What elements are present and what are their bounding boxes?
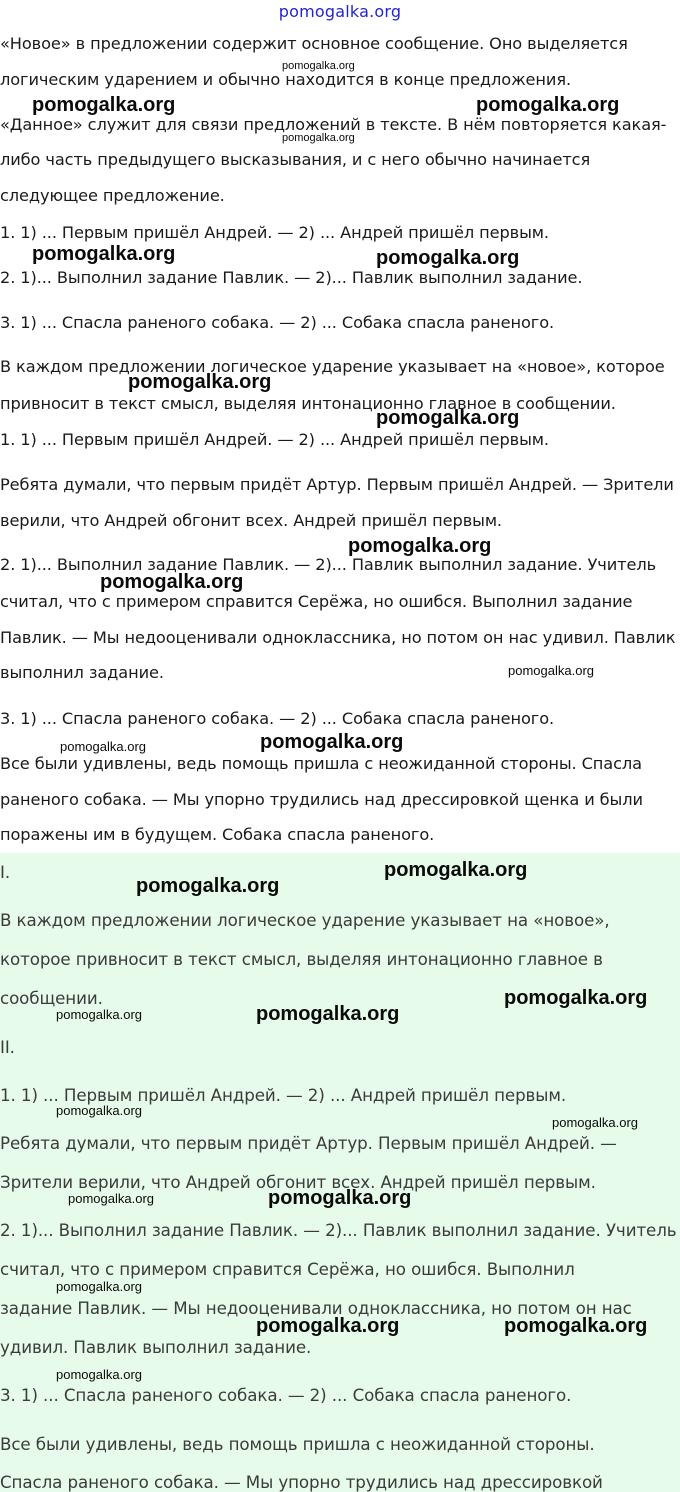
theory-line: следующее предложение. <box>0 186 225 205</box>
site-link[interactable]: pomogalka.org <box>278 2 402 21</box>
watermark: pomogalka.org <box>256 1315 400 1337</box>
example-line: Все были удивлены, ведь помощь пришла с неожиданной стороны. Спасла <box>0 754 642 773</box>
watermark: pomogalka.org <box>56 1367 142 1382</box>
task-line: 2. 1)... Выполнил задание Павлик. — 2)... Павлик выполнил задание. <box>0 268 583 287</box>
answer-line: удивил. Павлик выполнил задание. <box>0 1337 312 1357</box>
watermark: pomogalka.org <box>552 1115 638 1130</box>
example-line: Павлик. — Мы недооценивали одноклассника, но потом он нас удивил. Павлик <box>0 628 676 647</box>
example-line: 3. 1) ... Спасла раненого собака. — 2) ... Собака спасла раненого. <box>0 709 555 728</box>
explanation-line: привносит в текст смысл, выделяя интонационно главное в сообщении. <box>0 394 616 413</box>
watermark: pomogalka.org <box>136 875 280 897</box>
answer-line: В каждом предложении логическое ударение указывает на «новое», <box>0 910 610 930</box>
answer-line: которое привносит в текст смысл, выделяя интонационно главное в <box>0 949 603 969</box>
answer-line: задание Павлик. — Мы недооценивали одноклассника, но потом он нас <box>0 1298 632 1318</box>
example-line: выполнил задание. <box>0 663 164 682</box>
answer-line: 1. 1) ... Первым пришёл Андрей. — 2) ... Андрей пришёл первым. <box>0 1085 567 1105</box>
answer-line: сообщении. <box>0 988 103 1008</box>
watermark: pomogalka.org <box>32 94 176 116</box>
watermark: pomogalka.org <box>376 407 520 429</box>
example-line: 1. 1) ... Первым пришёл Андрей. — 2) ... Андрей пришёл первым. <box>0 430 549 449</box>
example-line: верили, что Андрей обгонит всех. Андрей пришёл первым. <box>0 511 502 530</box>
theory-line: «Новое» в предложении содержит основное сообщение. Оно выделяется <box>0 34 628 53</box>
watermark: pomogalka.org <box>60 739 146 754</box>
answer-line: Зрители верили, что Андрей обгонит всех. Андрей пришёл первым. <box>0 1172 596 1192</box>
watermark: pomogalka.org <box>256 1003 400 1025</box>
watermark: pomogalka.org <box>128 371 272 393</box>
example-line: 2. 1)... Выполнил задание Павлик. — 2)... Павлик выполнил задание. Учитель <box>0 555 657 574</box>
watermark: pomogalka.org <box>260 731 404 753</box>
theory-line: либо часть предыдущего высказывания, и с него обычно начинается <box>0 150 591 169</box>
answer-line: Спасла раненого собака. — Мы упорно трудились над дрессировкой <box>0 1472 603 1492</box>
answer-line: Ребята думали, что первым придёт Артур. Первым пришёл Андрей. — <box>0 1133 617 1153</box>
watermark: pomogalka.org <box>32 243 176 265</box>
watermark: pomogalka.org <box>56 1007 142 1022</box>
example-line: раненого собака. — Мы упорно трудились над дрессировкой щенка и были <box>0 790 643 809</box>
watermark: pomogalka.org <box>56 1103 142 1118</box>
answer-line: 2. 1)... Выполнил задание Павлик. — 2)... Павлик выполнил задание. Учитель <box>0 1220 677 1240</box>
example-line: поражены им в будущем. Собака спасла раненого. <box>0 825 435 844</box>
watermark: pomogalka.org <box>282 60 355 72</box>
watermark: pomogalka.org <box>508 663 594 678</box>
watermark: pomogalka.org <box>384 859 528 881</box>
watermark: pomogalka.org <box>476 94 620 116</box>
task-line: 1. 1) ... Первым пришёл Андрей. — 2) ... Андрей пришёл первым. <box>0 223 549 242</box>
answer-line: считал, что с примером справится Серёжа, но ошибся. Выполнил <box>0 1259 575 1279</box>
watermark: pomogalka.org <box>100 571 244 593</box>
example-line: считал, что с примером справится Серёжа, но ошибся. Выполнил задание <box>0 592 633 611</box>
answer-line: 3. 1) ... Спасла раненого собака. — 2) ... Собака спасла раненого. <box>0 1385 572 1405</box>
answer-line: Все были удивлены, ведь помощь пришла с неожиданной стороны. <box>0 1434 595 1454</box>
theory-line: логическим ударением и обычно находится в конце предложения. <box>0 70 572 89</box>
theory-line: «Данное» служит для связи предложений в тексте. В нём повторяется какая- <box>0 115 667 134</box>
explanation-line: В каждом предложении логическое ударение указывает на «новое», которое <box>0 357 665 376</box>
watermark: pomogalka.org <box>504 1315 648 1337</box>
watermark: pomogalka.org <box>282 132 355 144</box>
watermark: pomogalka.org <box>504 987 648 1009</box>
watermark: pomogalka.org <box>348 535 492 557</box>
answer-line: I. <box>0 862 11 882</box>
task-line: 3. 1) ... Спасла раненого собака. — 2) ... Собака спасла раненого. <box>0 313 555 332</box>
example-line: Ребята думали, что первым придёт Артур. Первым пришёл Андрей. — Зрители <box>0 475 674 494</box>
watermark: pomogalka.org <box>68 1191 154 1206</box>
watermark: pomogalka.org <box>376 247 520 269</box>
watermark: pomogalka.org <box>56 1279 142 1294</box>
answer-line: II. <box>0 1037 15 1057</box>
watermark: pomogalka.org <box>268 1187 412 1209</box>
